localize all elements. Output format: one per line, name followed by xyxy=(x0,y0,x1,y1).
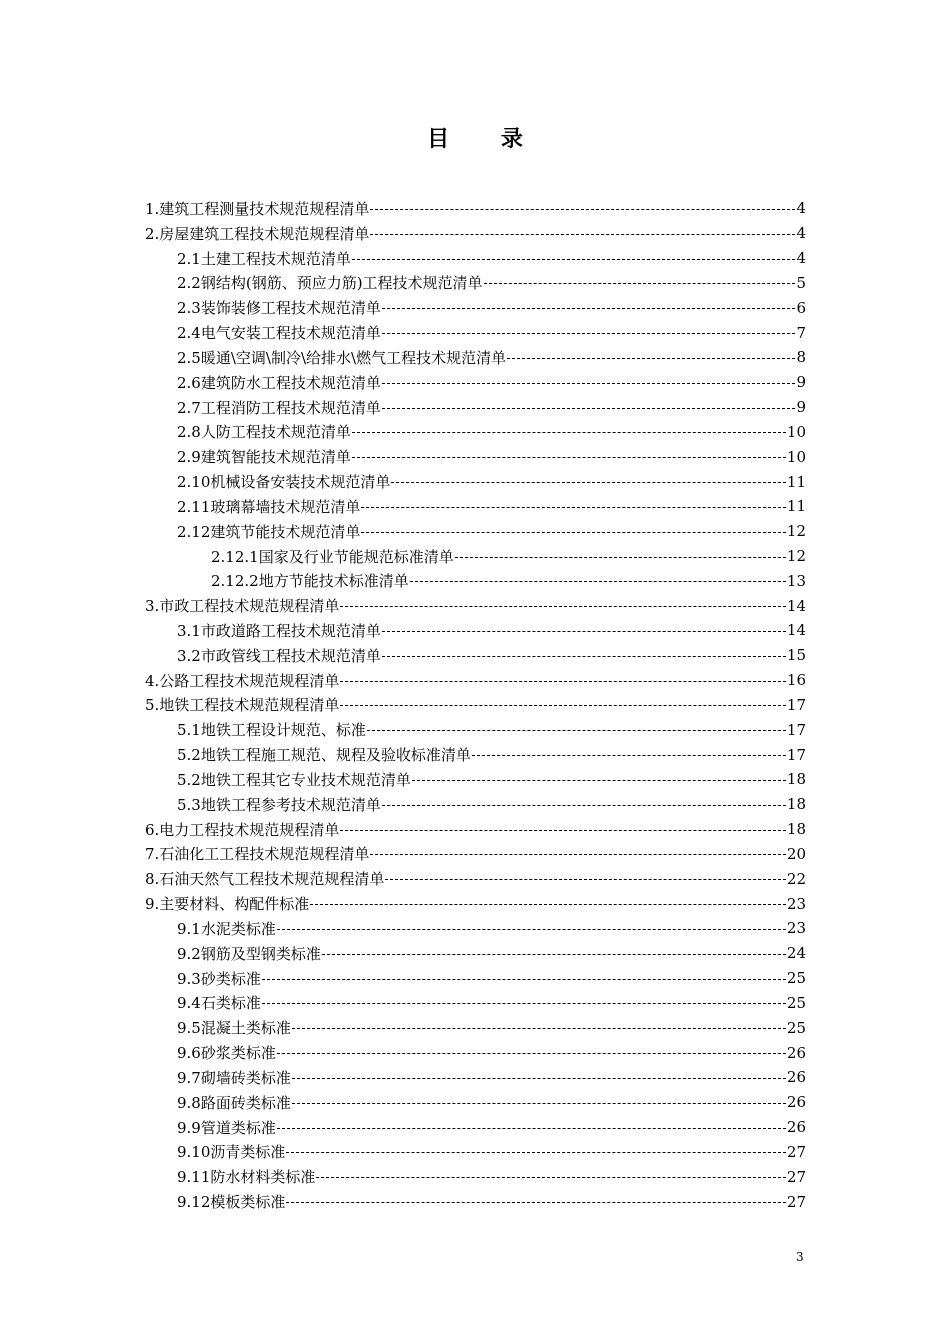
toc-entry-page: 20 xyxy=(786,844,806,863)
toc-entry[interactable] xyxy=(145,519,806,544)
toc-entry-label: 2.11玻璃幕墙技术规范清单 xyxy=(177,497,361,516)
toc-entry[interactable] xyxy=(145,345,806,370)
dot-leader xyxy=(286,1202,786,1203)
toc-entry-label: 9.6砂浆类标准 xyxy=(177,1044,276,1063)
dot-leader xyxy=(382,333,796,334)
dot-leader xyxy=(277,929,786,930)
toc-entry[interactable] xyxy=(145,916,806,941)
toc-entry[interactable] xyxy=(145,1065,806,1090)
toc-entry-page: 23 xyxy=(786,894,806,913)
toc-entry-page: 12 xyxy=(786,547,806,565)
toc-entry-page: 18 xyxy=(786,770,806,789)
toc-entry[interactable] xyxy=(145,767,806,792)
toc-entry-page: 15 xyxy=(786,646,806,665)
toc-entry[interactable] xyxy=(145,196,806,221)
toc-entry-page: 10 xyxy=(786,447,806,466)
toc-entry[interactable] xyxy=(145,643,806,668)
toc-entry-label: 2.8人防工程技术规范清单 xyxy=(177,423,351,442)
toc-entry-page: 26 xyxy=(786,1118,806,1137)
dot-leader xyxy=(352,457,786,458)
toc-entry-page: 26 xyxy=(786,1068,806,1087)
toc-entry-page: 4 xyxy=(796,224,806,243)
toc-entry-label: 2.6建筑防水工程技术规范清单 xyxy=(177,373,381,392)
dot-leader xyxy=(370,234,795,235)
toc-entry[interactable] xyxy=(145,295,806,320)
toc-entry-label: 2.房屋建筑工程技术规范规程清单 xyxy=(145,224,370,243)
toc-entry-label: 9.7砌墙砖类标准 xyxy=(177,1068,291,1087)
toc-entry-label: 2.3装饰装修工程技术规范清单 xyxy=(177,299,381,318)
toc-entry-page: 27 xyxy=(786,1142,806,1161)
toc-entry[interactable] xyxy=(145,1139,806,1164)
toc-entry-label: 9.3砂类标准 xyxy=(177,969,261,988)
toc-entry-label: 3.市政工程技术规范规程清单 xyxy=(145,597,340,616)
toc-entry-page: 4 xyxy=(796,199,806,218)
dot-leader xyxy=(382,656,786,657)
toc-entry-label: 9.1水泥类标准 xyxy=(177,919,276,938)
dot-leader xyxy=(352,432,786,433)
dot-leader xyxy=(262,979,786,980)
toc-entry[interactable] xyxy=(145,320,806,345)
dot-leader xyxy=(292,1103,786,1104)
toc-entry-page: 18 xyxy=(786,795,806,814)
dot-leader xyxy=(340,830,786,831)
toc-entry[interactable] xyxy=(145,469,806,494)
toc-entry[interactable] xyxy=(145,668,806,693)
dot-leader xyxy=(316,1177,786,1178)
toc-entry[interactable] xyxy=(145,593,806,618)
toc-entry-label: 3.1市政道路工程技术规范清单 xyxy=(177,621,381,640)
toc-entry-label: 5.地铁工程技术规范规程清单 xyxy=(145,696,340,715)
dot-leader xyxy=(455,557,786,558)
toc-entry-page: 7 xyxy=(796,323,806,342)
toc-entry[interactable] xyxy=(145,419,806,444)
toc-entry-label: 6.电力工程技术规范规程清单 xyxy=(145,820,340,839)
toc-entry[interactable] xyxy=(145,891,806,916)
toc-entry[interactable] xyxy=(145,792,806,817)
toc-entry[interactable] xyxy=(145,221,806,246)
toc-entry-label: 8.石油天然气工程技术规范规程清单 xyxy=(145,870,385,889)
dot-leader xyxy=(340,705,786,706)
toc-entry[interactable] xyxy=(145,568,806,593)
dot-leader xyxy=(361,532,786,533)
toc-entry-label: 2.2钢结构(钢筋、预应力筋)工程技术规范清单 xyxy=(177,274,483,293)
toc-entry-page: 8 xyxy=(796,348,806,367)
toc-entry-label: 2.12.2地方节能技术标准清单 xyxy=(211,572,409,591)
dot-leader xyxy=(370,854,786,855)
toc-entry-page: 11 xyxy=(786,472,806,491)
toc-entry[interactable] xyxy=(145,1040,806,1065)
dot-leader xyxy=(410,581,786,582)
dot-leader xyxy=(382,631,786,632)
toc-entry[interactable] xyxy=(145,395,806,420)
toc-entry-page: 24 xyxy=(786,944,806,963)
toc-entry-label: 9.8路面砖类标准 xyxy=(177,1093,291,1112)
toc-entry-label: 9.9管道类标准 xyxy=(177,1118,276,1137)
toc-entry[interactable] xyxy=(145,270,806,295)
dot-leader xyxy=(286,1152,786,1153)
toc-entry-page: 10 xyxy=(786,422,806,441)
toc-entry[interactable] xyxy=(145,1015,806,1040)
toc-entry[interactable] xyxy=(145,1164,806,1189)
toc-entry-label: 9.11防水材料类标准 xyxy=(177,1168,316,1187)
toc-entry-label: 5.2地铁工程施工规范、规程及验收标准清单 xyxy=(177,746,471,765)
toc-entry-page: 26 xyxy=(786,1043,806,1062)
toc-entry-page: 22 xyxy=(786,869,806,888)
dot-leader xyxy=(292,1028,786,1029)
toc-entry-page: 27 xyxy=(786,1192,806,1211)
toc-entry[interactable] xyxy=(145,494,806,519)
toc-entry-label: 3.2市政管线工程技术规范清单 xyxy=(177,646,381,665)
dot-leader xyxy=(367,730,786,731)
toc-entry-page: 13 xyxy=(786,571,806,590)
dot-leader xyxy=(507,358,795,359)
toc-entry-label: 7.石油化工工程技术规范规程清单 xyxy=(145,845,370,864)
dot-leader xyxy=(277,1128,786,1129)
toc-entry[interactable] xyxy=(145,444,806,469)
toc-entry-page: 17 xyxy=(786,720,806,739)
toc-entry-page: 16 xyxy=(786,671,806,690)
toc-entry[interactable] xyxy=(145,966,806,991)
toc-entry-page: 9 xyxy=(796,373,806,392)
toc-entry-label: 2.4电气安装工程技术规范清单 xyxy=(177,324,381,343)
toc-entry-page: 12 xyxy=(786,522,806,541)
dot-leader xyxy=(382,805,786,806)
dot-leader xyxy=(472,755,786,756)
toc-entry-label: 2.9建筑智能技术规范清单 xyxy=(177,448,351,467)
toc-entry-page: 27 xyxy=(786,1167,806,1186)
toc-entry-label: 2.12建筑节能技术规范清单 xyxy=(177,522,361,541)
dot-leader xyxy=(361,507,786,508)
table-of-contents xyxy=(145,196,806,1214)
page-title: 目 录 xyxy=(427,126,545,152)
toc-entry-page: 11 xyxy=(786,497,806,516)
dot-leader xyxy=(484,283,796,284)
dot-leader xyxy=(382,308,796,309)
toc-entry-page: 6 xyxy=(796,298,806,317)
toc-entry-label: 5.1地铁工程设计规范、标准 xyxy=(177,721,366,740)
toc-entry[interactable] xyxy=(145,1090,806,1115)
page-number: 3 xyxy=(796,1250,804,1264)
toc-entry-page: 14 xyxy=(786,621,806,640)
toc-entry-label: 2.1土建工程技术规范清单 xyxy=(177,249,351,268)
dot-leader xyxy=(382,383,796,384)
toc-entry[interactable] xyxy=(145,991,806,1016)
toc-entry-page: 25 xyxy=(786,1018,806,1037)
toc-entry-page: 25 xyxy=(786,969,806,988)
toc-entry[interactable] xyxy=(145,544,806,569)
dot-leader xyxy=(340,681,786,682)
toc-entry-label: 9.4石类标准 xyxy=(177,994,261,1013)
toc-entry-label: 5.2地铁工程其它专业技术规范清单 xyxy=(177,770,411,789)
toc-entry[interactable] xyxy=(145,1115,806,1140)
toc-entry-page: 18 xyxy=(786,820,806,839)
toc-entry[interactable] xyxy=(145,817,806,842)
toc-entry-label: 4.公路工程技术规范规程清单 xyxy=(145,671,340,690)
dot-leader xyxy=(262,1003,786,1004)
toc-entry[interactable] xyxy=(145,941,806,966)
toc-entry-page: 14 xyxy=(786,596,806,615)
toc-entry-page: 5 xyxy=(796,273,806,292)
toc-entry-label: 2.10机械设备安装技术规范清单 xyxy=(177,473,391,492)
toc-entry[interactable] xyxy=(145,370,806,395)
toc-entry-label: 2.7工程消防工程技术规范清单 xyxy=(177,398,381,417)
toc-entry-page: 4 xyxy=(796,249,806,268)
dot-leader xyxy=(412,780,786,781)
dot-leader xyxy=(352,259,796,260)
toc-entry[interactable] xyxy=(145,246,806,271)
toc-entry-label: 9.10沥青类标准 xyxy=(177,1143,286,1162)
toc-entry[interactable] xyxy=(145,1189,806,1214)
toc-entry-page: 17 xyxy=(786,745,806,764)
toc-entry-label: 9.5混凝土类标准 xyxy=(177,1019,291,1038)
toc-entry-page: 17 xyxy=(786,695,806,714)
toc-entry-page: 23 xyxy=(786,919,806,938)
toc-entry-label: 2.5暖通\空调\制冷\给排水\燃气工程技术规范清单 xyxy=(177,348,507,367)
dot-leader xyxy=(292,1078,786,1079)
toc-entry[interactable] xyxy=(145,842,806,867)
toc-entry-label: 9.2钢筋及型钢类标准 xyxy=(177,944,321,963)
toc-entry-page: 9 xyxy=(796,398,806,417)
toc-entry-page: 26 xyxy=(786,1093,806,1112)
dot-leader xyxy=(322,954,786,955)
dot-leader xyxy=(370,209,795,210)
toc-entry-label: 2.12.1国家及行业节能规范标准清单 xyxy=(211,547,454,566)
dot-leader xyxy=(385,879,786,880)
toc-entry-label: 9.主要材料、构配件标准 xyxy=(145,895,310,914)
toc-entry[interactable] xyxy=(145,693,806,718)
dot-leader xyxy=(340,606,786,607)
dot-leader xyxy=(382,408,796,409)
dot-leader xyxy=(310,904,786,905)
toc-entry[interactable] xyxy=(145,717,806,742)
toc-entry[interactable] xyxy=(145,866,806,891)
dot-leader xyxy=(391,482,786,483)
toc-entry-label: 1.建筑工程测量技术规范规程清单 xyxy=(145,199,370,218)
dot-leader xyxy=(277,1053,786,1054)
toc-entry-label: 9.12模板类标准 xyxy=(177,1193,286,1212)
toc-entry[interactable] xyxy=(145,742,806,767)
toc-entry[interactable] xyxy=(145,618,806,643)
toc-entry-label: 5.3地铁工程参考技术规范清单 xyxy=(177,795,381,814)
toc-entry-page: 25 xyxy=(786,993,806,1012)
